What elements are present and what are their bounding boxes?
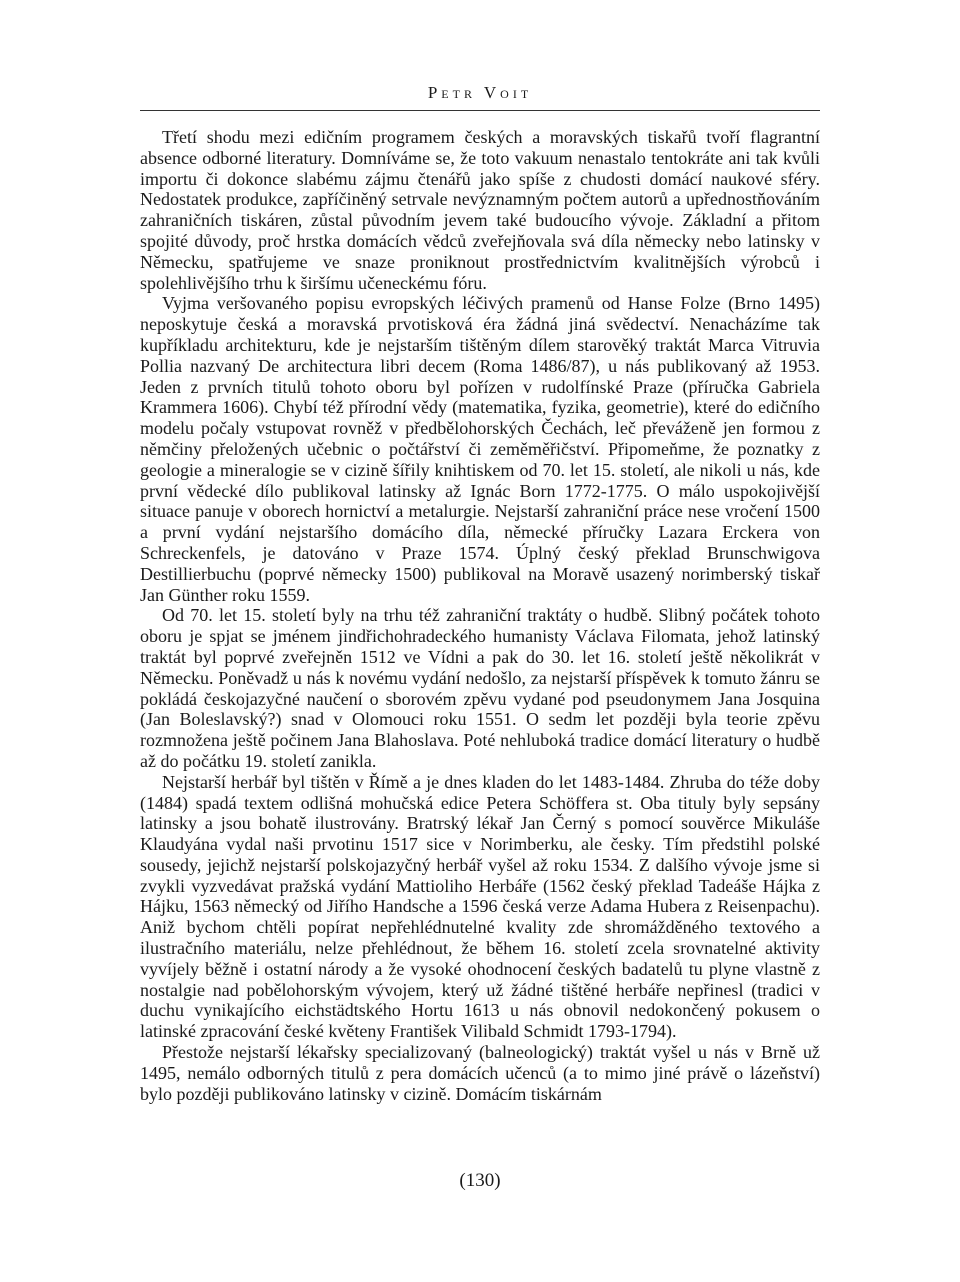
paragraph-1: Třetí shodu mezi edičním programem českých a moravských tiskařů tvoří flagrantní absence odborné literatury. Domníváme se, že toto vakuum nenastalo tentokráte ani tak kvůli importu či dokonce slabému zájmu čtenářů jako spíše z chudosti domácí naukové sféry. Nedostatek produkce, zapříčiněný setrvale nevýznamným počtem autorů a upřednostňováním zahraničních tiskáren, zůstal původním jevem také budoucího vývoje. Základní a přitom spojité důvody, proč hrstka domácích vědců zveřejňovala svá díla německy nebo latinsky v Německu, spatřujeme ve snaze proniknout prostřednictvím kvalitnějších výrobců i spolehlivějšího trhu k širšímu učeneckému fóru.	[140, 127, 820, 293]
paragraph-5: Přestože nejstarší lékařsky specializovaný (balneologický) traktát vyšel u nás v Brně už 1495, nemálo odborných titulů z pera domácích učenců (a to mimo jiné právě o lázeňství) bylo později publikováno latinsky v cizině. Domácím tiskárnám	[140, 1042, 820, 1104]
paragraph-4: Nejstarší herbář byl tištěn v Římě a je dnes kladen do let 1483-1484. Zhruba do téže doby (1484) spadá textem odlišná mohučská edice Petera Schöffera st. Oba tituly byly sepsány latinsky a jsou bohatě ilustrovány. Bratrský lékař Jan Černý s pomocí souvěrce Mikuláše Klaudyána vydal naši prvotinu 1517 sice v Norimberku, ale česky. Tím předstihl polské sousedy, jejichž nejstarší polskojazyčný herbář vyšel až roku 1534. Z dalšího vývoje jsme si zvykli vyzvedávat pražská vydání Mattioliho Herbáře (1562 český překlad Tadeáše Hájka z Hájku, 1563 německý od Jiřího Handsche a 1596 česká verze Adama Hubera z Reisenpachu). Aniž bychom chtěli popírat nepřehlédnutelné kvality zde shromážděného textového a ilustračního materiálu, nelze přehlédnout, že během 16. století zcela srovnatelné aktivity vyvíjely běžně i ostatní národy a že vysoké ohodnocení českých badatelů tu plyne vlastně z nostalgie nad pobělohorským vývojem, který už žádné tištěné herbáře nepřinesl (tradici v duchu vynikajícího eichstädtského Hortu 1613 u nás obnovil nedokončený pokusem o latinské zpracování české květeny František Vilibald Schmidt 1793-1794).	[140, 771, 820, 1042]
body-text	[140, 127, 820, 1104]
running-head: Petr Voit	[427, 83, 533, 102]
paragraph-2: Vyjma veršovaného popisu evropských léčivých pramenů od Hanse Folze (Brno 1495) neposkytuje česká a moravská prvotisková éra žádná jiná svědectví. Nenacházíme tak kupříkladu architekturu, kde je nejstarším tištěným dílem starověký traktát Marca Vitruvia Pollia nazvaný De architectura libri decem (Roma 1486/87), u nás publikovaný až 1953. Jeden z prvních titulů tohoto oboru byl pořízen v rudolfínské Praze (příručka Gabriela Krammera 1606). Chybí též přírodní vědy (matematika, fyzika, geometrie), které do edičního modelu počaly vstupovat rovněž v předbělohorských Čechách, leč převáženě jen formou z němčiny přeložených učebnic o počtářství či zeměměřičství. Připomeňme, že poznatky z geologie a mineralogie se v cizině šířily knihtiskem od 70. let 15. století, ale nikoli u nás, kde první vědecké dílo publikoval latinsky až Ignác Born 1772-1775. O málo uspokojivější situace panuje v oborech hornictví a metalurgie. Nejstarší zahraniční práce nese vročení 1500 a první vydání nejstaršího domácího díla, německé příručky Lazara Erckera von Schreckenfels, je datováno v Praze 1574. Úplný český překlad Brunschwigova Destillierbuchu (poprvé německy 1500) publikoval na Moravě usazený norimberský tiskař Jan Günther roku 1559.	[140, 293, 820, 605]
paragraph-3: Od 70. let 15. století byly na trhu též zahraniční traktáty o hudbě. Slibný počátek tohoto oboru je spjat se jménem jindřichohradeckého humanisty Václava Filomata, jehož latinský traktát byl poprvé zveřejněn 1512 ve Vídni a pak do 30. let 16. století ještě několikrát v Německu. Poněvadž u nás k novému vydání nedošlo, za nejstarší příspěvek k tomuto žánru se pokládá českojazyčné naučení o sborovém zpěvu vydané pod pseudonymem Jana Josquina (Jan Boleslavský?) snad v Olomouci roku 1551. O sedm let později byla teorie zpěvu rozmnožena ještě počinem Jana Blahoslava. Poté nehluboká tradice domácí literatury o hudbě až do počátku 19. století zanikla.	[140, 605, 820, 771]
header-rule	[140, 110, 820, 111]
page-number: (130)	[459, 1170, 501, 1191]
